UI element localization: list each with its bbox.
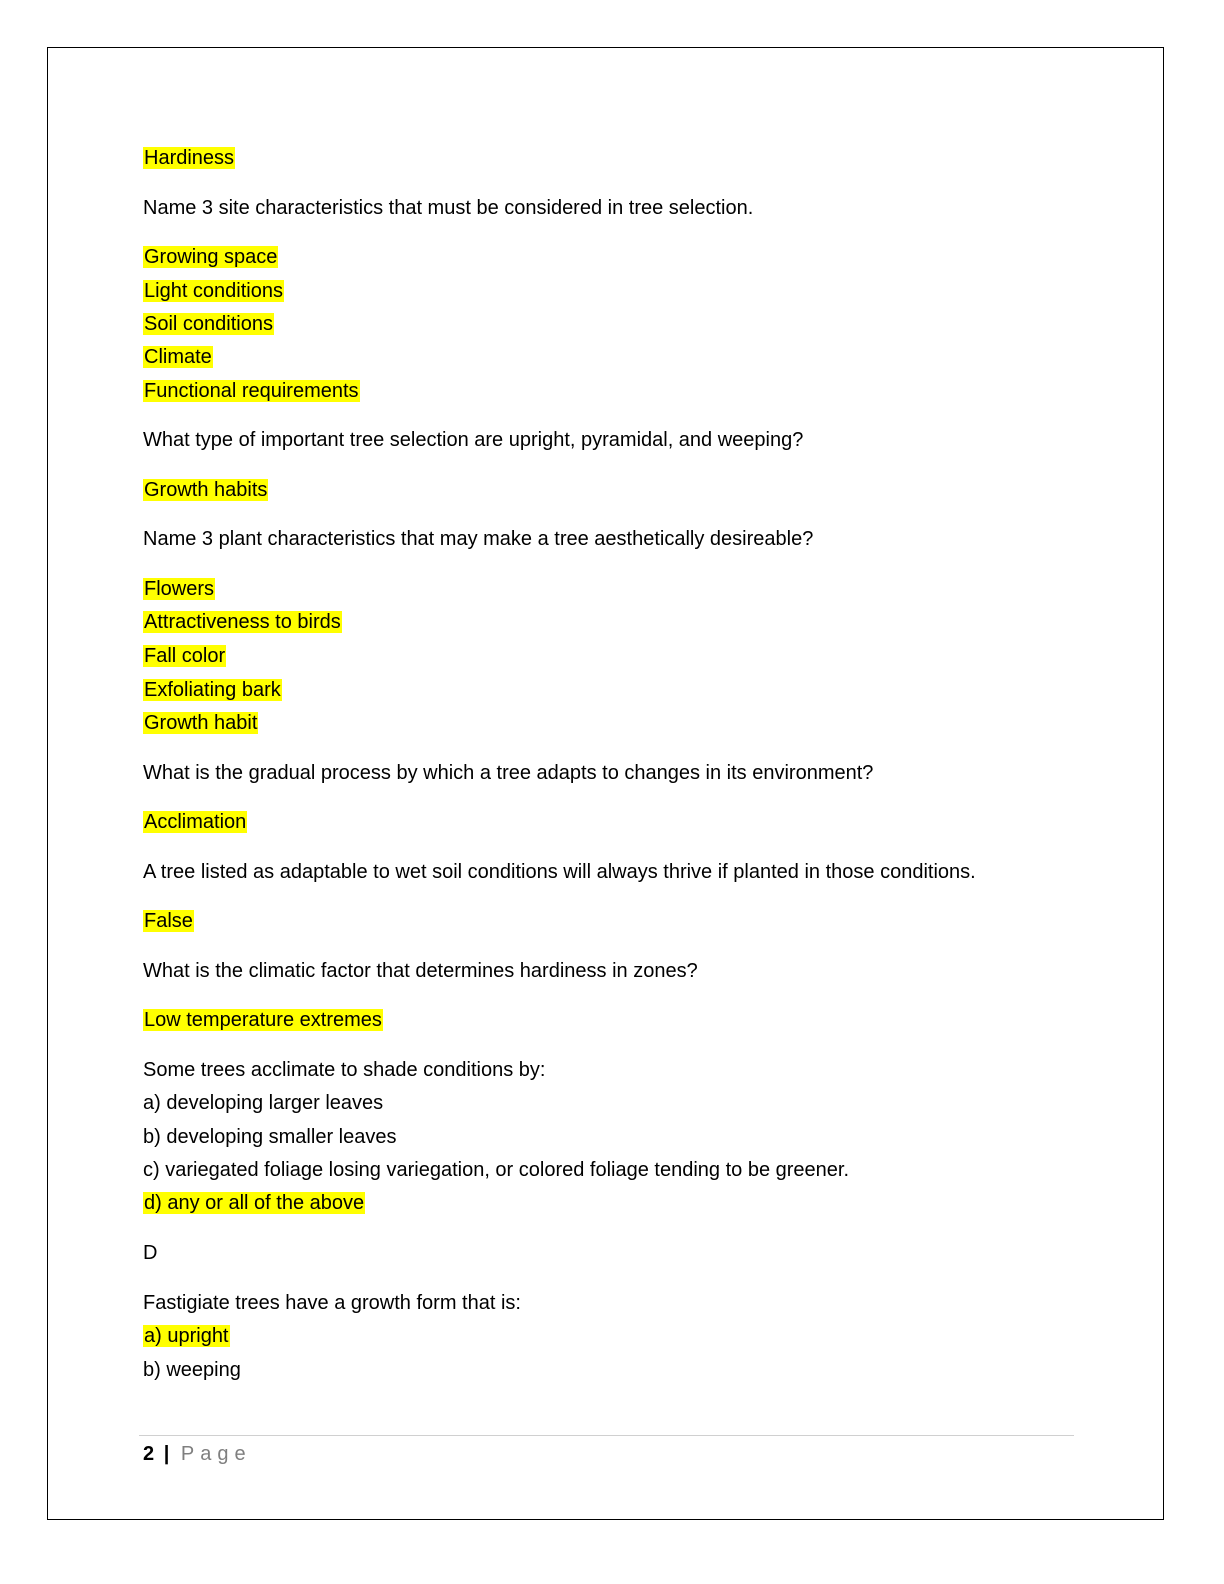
question-wet-soil: A tree listed as adaptable to wet soil conditions will always thrive if planted in those conditions. — [143, 861, 976, 883]
question-shade-acclimation: Some trees acclimate to shade conditions by: — [143, 1059, 546, 1081]
answer-growth-habits: Growth habits — [144, 479, 268, 501]
answer-false: False — [144, 910, 193, 932]
page-label: Page — [180, 1443, 252, 1465]
answer-hardiness: Hardiness — [144, 147, 235, 169]
option-c-variegation: c) variegated foliage losing variegation, or colored foliage tending to be greener. — [143, 1159, 850, 1181]
option-d-all-above: d) any or all of the above — [144, 1192, 365, 1214]
question-site-characteristics: Name 3 site characteristics that must be considered in tree selection. — [143, 197, 754, 219]
page-footer — [143, 1442, 252, 1466]
answer-light-conditions: Light conditions — [144, 280, 283, 302]
option-b-weeping: b) weeping — [143, 1359, 241, 1381]
question-climatic-factor: What is the climatic factor that determines hardiness in zones? — [143, 960, 698, 982]
answer-low-temperature: Low temperature extremes — [144, 1009, 382, 1031]
option-a-upright: a) upright — [144, 1325, 229, 1347]
answer-acclimation: Acclimation — [144, 811, 247, 833]
answer-growing-space: Growing space — [144, 246, 278, 268]
answer-growth-habit: Growth habit — [144, 712, 258, 734]
question-aesthetic-characteristics: Name 3 plant characteristics that may make a tree aesthetically desireable? — [143, 528, 814, 550]
page-number: 2 — [143, 1443, 155, 1465]
answer-d: D — [143, 1242, 158, 1264]
answer-attractiveness-to-birds: Attractiveness to birds — [144, 611, 341, 633]
answer-flowers: Flowers — [144, 578, 215, 600]
footer-separator: | — [163, 1443, 170, 1465]
answer-fall-color: Fall color — [144, 645, 226, 667]
question-adaptation-process: What is the gradual process by which a tree adapts to changes in its environment? — [143, 762, 874, 784]
answer-functional-requirements: Functional requirements — [144, 380, 359, 402]
question-fastigiate: Fastigiate trees have a growth form that is: — [143, 1292, 521, 1314]
option-b-smaller-leaves: b) developing smaller leaves — [143, 1126, 397, 1148]
option-a-larger-leaves: a) developing larger leaves — [143, 1092, 384, 1114]
answer-exfoliating-bark: Exfoliating bark — [144, 679, 281, 701]
answer-climate: Climate — [144, 346, 212, 368]
question-growth-type: What type of important tree selection are upright, pyramidal, and weeping? — [143, 429, 804, 451]
answer-soil-conditions: Soil conditions — [144, 313, 273, 335]
footer-divider — [139, 1435, 1074, 1436]
